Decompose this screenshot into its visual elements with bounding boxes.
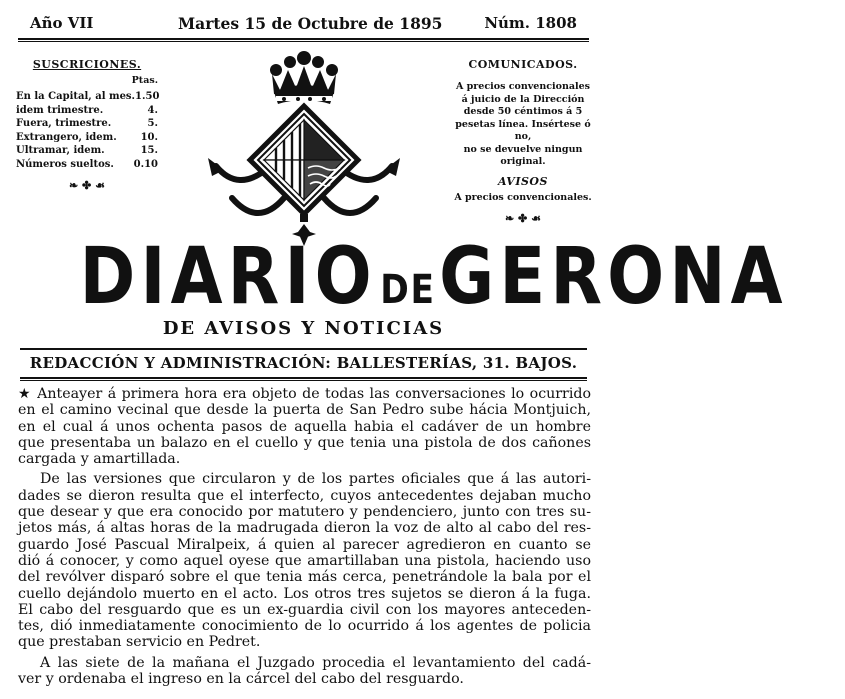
subscription-row [16,90,158,104]
article-line: cuello dejándolo muerto en el acto. Los otros tres sujetos se dieron á la fuga. [18,585,591,602]
article-line: dades se dieron resulta que el interfecto, cuyos antecedentes dejaban mucho [18,487,591,504]
top-rule [18,38,589,40]
article-line: ★ Anteayer á primera hora era objeto de todas las conversaciones lo ocurrido [18,386,591,402]
subscription-price: 5. [147,118,158,129]
redaccion-address: REDACCIÓN Y ADMINISTRACIÓN: BALLESTERÍAS, 31. BAJOS. [29,354,578,372]
comunicados-line: desde 50 céntimos á 5 pesetas línea. Insértese ó no, [455,106,591,142]
rule [20,348,587,350]
subscription-price: 0.10 [133,158,158,170]
article-paragraph [18,471,591,650]
article-line: que desear y que era conocido por matutero y pendenciero, junto con tres su- [18,504,591,521]
comunicados-box [453,58,593,225]
comunicados-line: A precios convencionales á juicio de la Dirección [455,81,591,105]
subscription-label: Números sueltos. [16,158,114,170]
masthead [22,232,788,322]
article-line: A las siete de la mañana el Juzgado procedia el levantamiento del cadá- [40,654,591,671]
article-line: dió á conocer, y como aquel oyese que amartillaban una pistola, haciendo uso [18,552,591,569]
subscription-row [16,158,158,172]
subscriptions-unit: Ptas. [131,75,158,86]
article-line: que prestaban servicio en Pedret. [18,634,261,651]
subscription-price: 15. [140,145,158,156]
article-line: tes, dió inmediatamente conocimiento de lo ocurrido á los agentes de policia [18,618,591,635]
avisos-title: AVISOS [498,174,548,188]
article-line: que presentaba un balazo en el cuello y que tenia una pistola de dos cañones [18,434,591,451]
article-line: jetos más, á altas horas de la madrugada dieron la voz de alto al cabo del res- [18,520,591,537]
masthead-word: GERONA [439,232,788,322]
rule [20,377,587,379]
subscription-label: idem trimestre. [16,104,104,116]
article-paragraph [18,386,591,467]
subscription-row [16,117,158,131]
avisos-text: A precios convencionales. [454,191,592,203]
subscription-price: 10. [140,131,158,143]
comunicados-title: COMUNICADOS. [468,58,578,71]
masthead-word: DE [380,267,436,313]
comunicados-line: no se devuelve ningun original. [463,143,583,167]
article-line: ver y ordenaba el ingreso en la cárcel del cabo del resguardo. [18,671,464,688]
article-line: en el cual á unos ochenta pasos de aquella habia el cadáver de un hombre [18,418,591,435]
subscription-row [16,131,158,145]
article [18,386,591,687]
article-line: en el camino vecinal que desde la puerta de San Pedro sube hácia Montjuich, [18,402,591,419]
article-paragraph [18,655,591,688]
article-line: De las versiones que circularon y de los partes oficiales que á las autori- [40,471,591,488]
issue-date: Martes 15 de Octubre de 1895 [178,14,443,33]
masthead-title [79,232,788,331]
subscription-label: Ultramar, idem. [16,145,105,156]
rule [20,380,587,381]
masthead-word: DIARIO [79,232,377,322]
article-line: cargada y amartillada. [18,451,181,468]
article-line: guardo José Pascual Miralpeix, á quien al parecer agredieron en cuanto se [18,536,591,553]
top-rule-thin [18,41,589,42]
subscriptions-rows [16,90,158,171]
ornament-icon: ❧ ✤ ☙ [69,179,105,192]
dateline [30,14,577,36]
subscription-price: 1.50 [135,91,160,102]
masthead-subtitle: DE AVISOS Y NOTICIAS [162,318,445,339]
article-line: del revólver disparó sobre el que tenia más cerca, penetrándole la bala por el [18,569,591,586]
year-volume: Año VII [30,14,94,32]
subscription-row [16,104,158,118]
subscription-price: 4. [147,104,158,116]
coat-of-arms-icon [198,48,410,248]
subscriptions-title: SUSCRICIONES. [32,58,142,71]
ornament-icon: ❧ ✤ ☙ [505,212,541,225]
subscription-label: Extrangero, idem. [16,131,117,143]
article-line: El cabo del resguardo que es un ex-guardia civil con los mayores anteceden- [18,601,591,618]
subscription-label: En la Capital, al mes. [16,91,136,102]
subscription-row [16,144,158,158]
subscription-label: Fuera, trimestre. [16,118,112,129]
issue-number: Núm. 1808 [484,14,577,32]
subscriptions-box [16,58,158,192]
